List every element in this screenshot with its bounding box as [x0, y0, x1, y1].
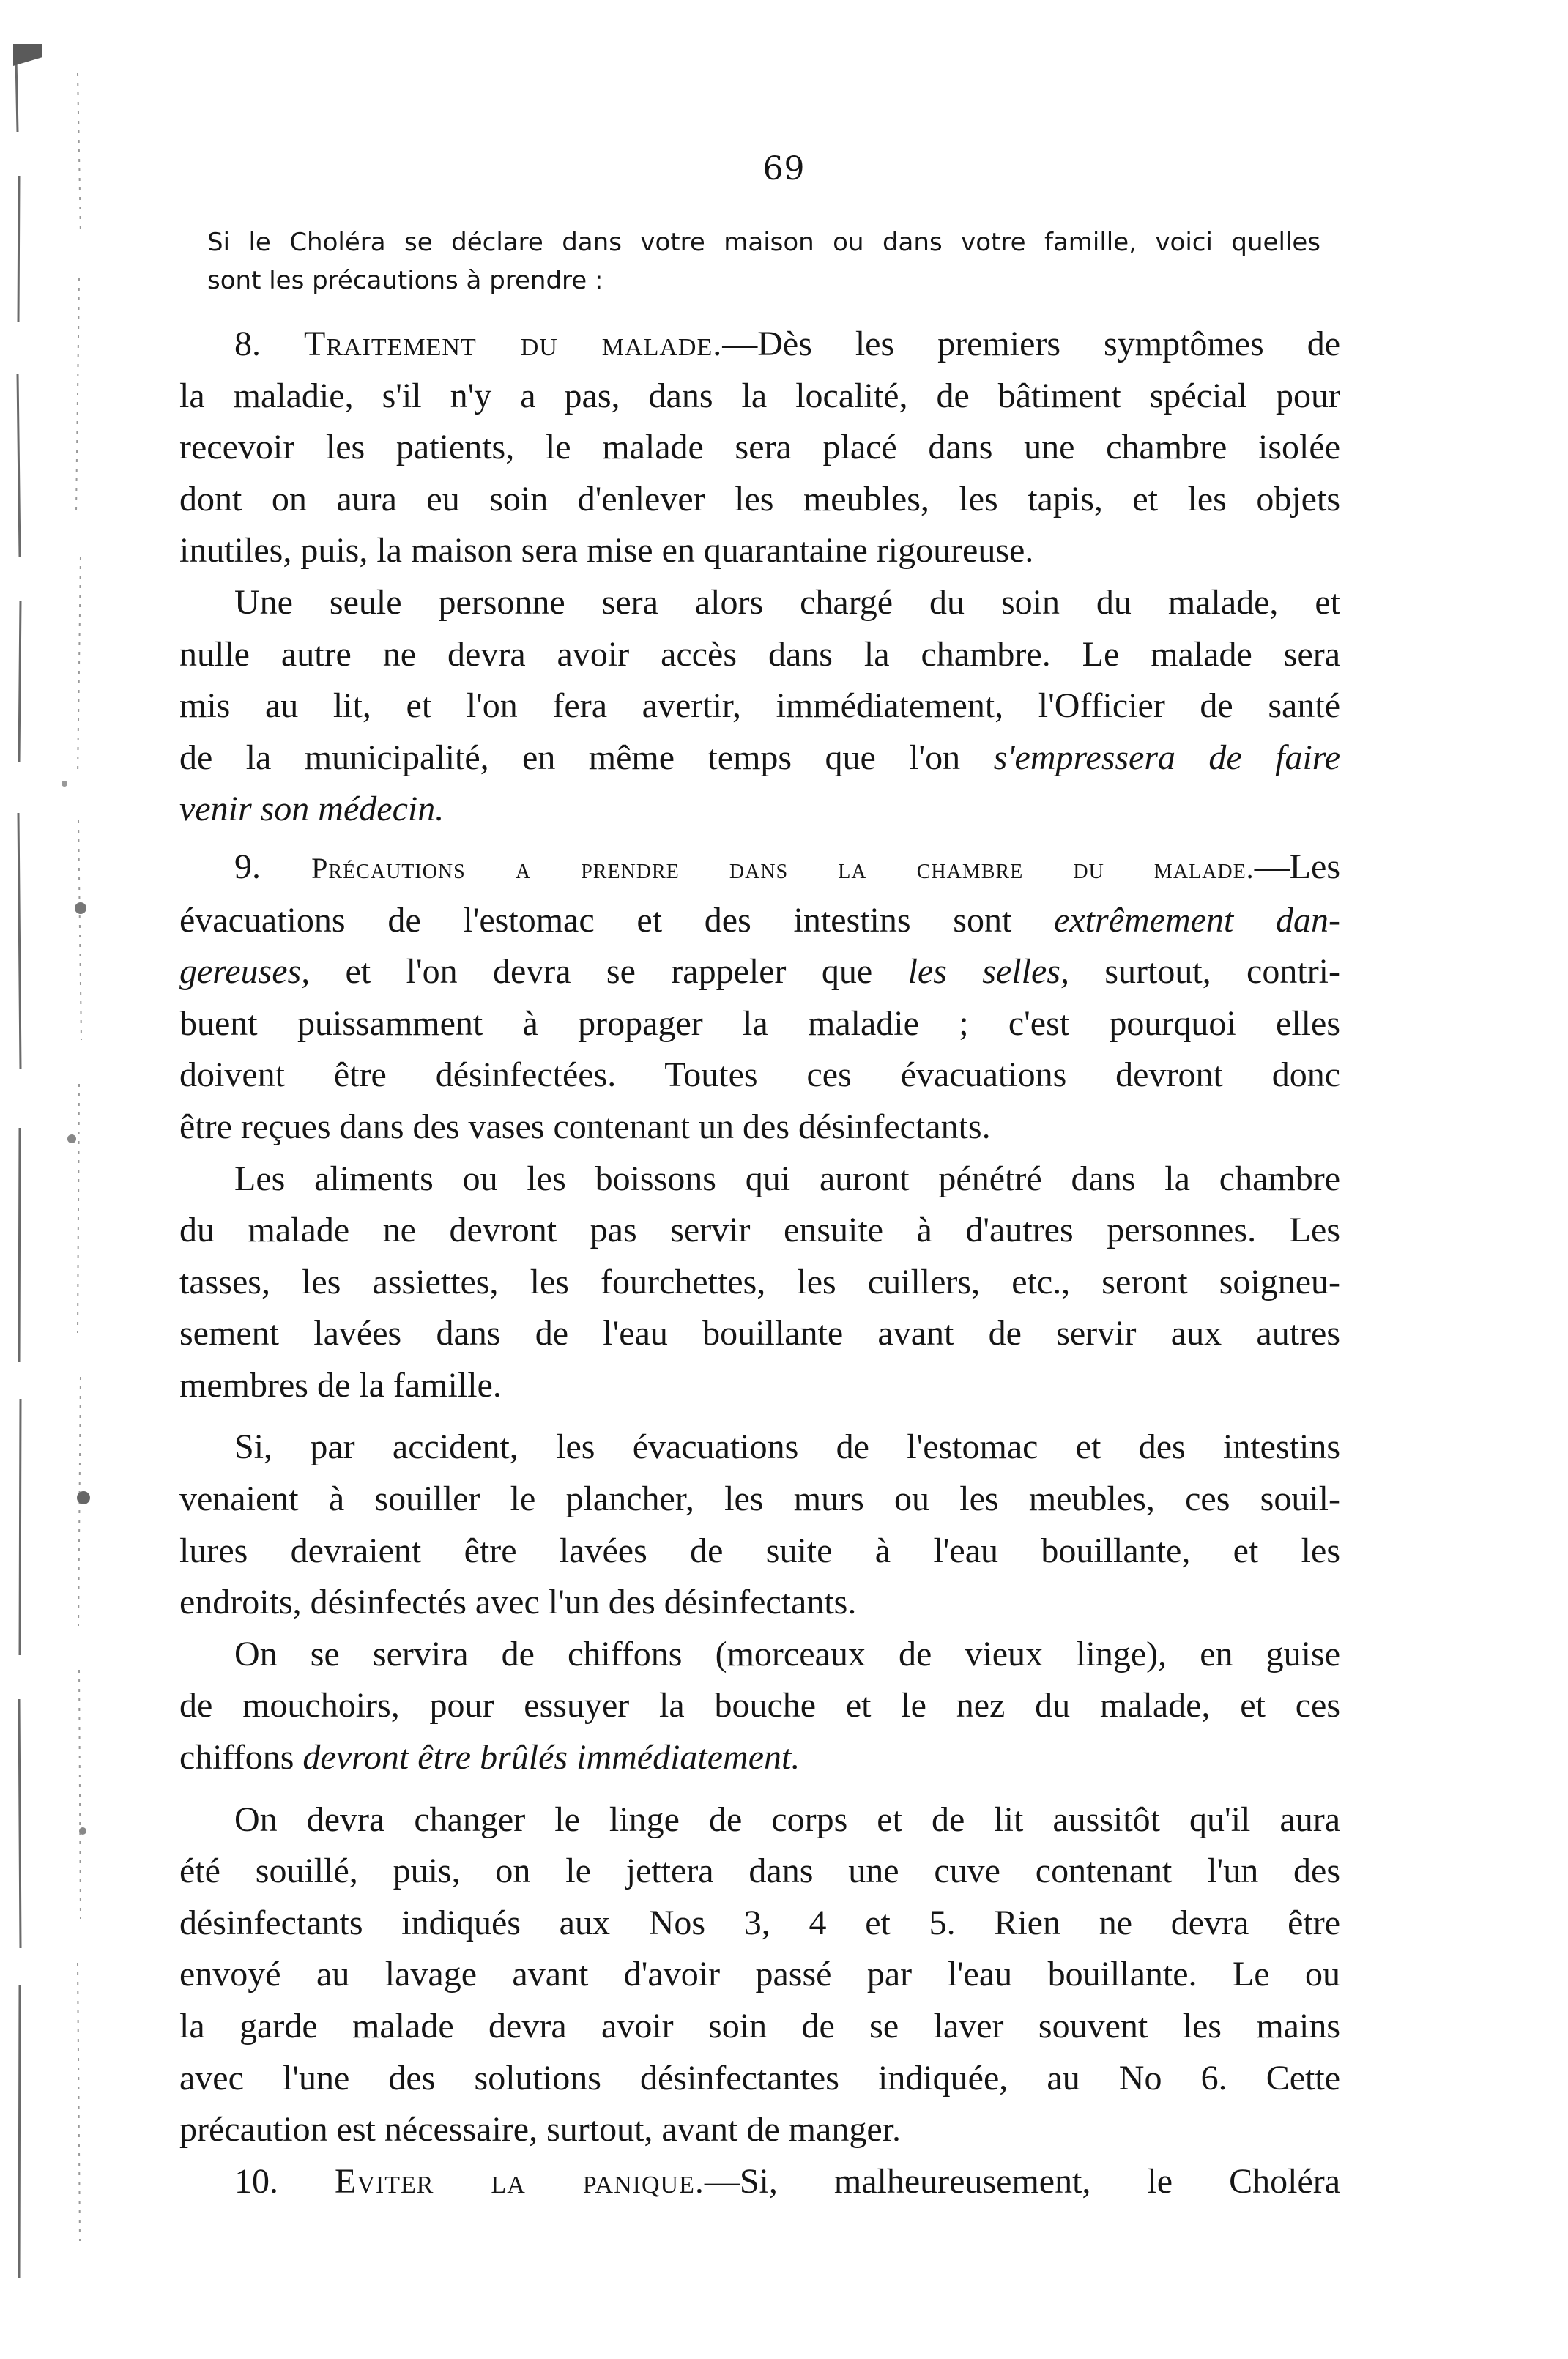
section-8-para2-line-4-text: de la municipalité, en même temps que l'on: [179, 738, 994, 777]
section-9-para3-line-3: lures devraient être lavées de suite à l'eau bouillante, et les: [179, 1531, 1340, 1570]
section-9-line-2: [179, 895, 1340, 947]
section-9-dash: —: [1254, 847, 1290, 886]
section-9-line-3-text-b: surtout, contri-: [1069, 952, 1341, 992]
section-9-para3-line-1: Si, par accident, les évacuations de l'estomac et des intestins: [234, 1427, 1340, 1467]
section-9-number: 9.: [234, 847, 261, 886]
intro-note: [207, 223, 1320, 300]
section-10-heading: Eviter la panique.: [335, 2161, 705, 2201]
section-9-para2-line-5: membres de la famille.: [179, 1365, 502, 1405]
section-9-para5-line-5: la garde malade devra avoir soin de se laver souvent les mains: [179, 2007, 1340, 2046]
section-10-dash: —: [704, 2161, 740, 2201]
page-number: 69: [762, 150, 806, 187]
section-10-number: 10.: [234, 2161, 278, 2201]
section-9-line-3-italic-a: gereuses,: [179, 952, 311, 992]
section-9-line-2-text: évacuations de l'estomac et des intestins sont: [179, 900, 1055, 940]
body-text: [179, 319, 1340, 2207]
section-8-line-1: [179, 319, 1340, 371]
section-9-line-3: [179, 946, 1340, 998]
section-8-number: 8.: [234, 324, 261, 363]
section-9-para2-line-1: Les aliments ou les boissons qui auront pénétré dans la chambre: [234, 1159, 1340, 1198]
section-8-heading: Traitement du malade.: [303, 324, 723, 363]
spacer: [179, 1784, 1340, 1794]
section-8-para2-line-5: [179, 784, 1340, 836]
section-9-para2-line-2: du malade ne devront pas servir ensuite à d'autres personnes. Les: [179, 1211, 1340, 1250]
section-9-para5-line-4: envoyé au lavage avant d'avoir passé par l'eau bouillante. Le ou: [179, 1955, 1340, 1994]
scan-edge-speckle: [13, 44, 101, 2329]
section-9-para4-line-3-italic: devront être brûlés immédiatement.: [302, 1738, 800, 1777]
section-9-line-2-italic: extrêmement dan-: [1054, 900, 1341, 940]
section-9-line-1: [179, 842, 1340, 895]
section-9-para5-line-3: désinfectants indiqués aux Nos 3, 4 et 5. Rien ne devra être: [179, 1903, 1340, 1942]
spacer: [179, 1411, 1340, 1422]
intro-line-2: sont les précautions à prendre :: [207, 266, 603, 295]
section-9-line-5: doivent être désinfectées. Toutes ces évacuations devront donc: [179, 1055, 1340, 1095]
section-8-para2-line-5-italic: venir son médecin.: [179, 790, 445, 829]
section-8-para2-line-4: [179, 732, 1340, 784]
section-8-line-3: recevoir les patients, le malade sera placé dans une chambre isolée: [179, 428, 1340, 467]
section-9-para5-line-1: On devra changer le linge de corps et de lit aussitôt qu'il aura: [234, 1799, 1340, 1839]
section-9-line-4: buent puissamment à propager la maladie ; c'est pourquoi elles: [179, 1003, 1340, 1043]
section-8-dash: —: [722, 324, 758, 363]
section-9-para4-line-2: de mouchoirs, pour essuyer la bouche et le nez du malade, et ces: [179, 1686, 1340, 1725]
section-9-para3-line-2: venaient à souiller le plancher, les murs ou les meubles, ces souil-: [179, 1479, 1340, 1519]
section-9-para5-line-6: avec l'une des solutions désinfectantes indiquée, au No 6. Cette: [179, 2058, 1340, 2098]
spacer: [179, 836, 1340, 842]
section-8-text: Dès les premiers symptômes de: [757, 324, 1341, 363]
section-8-para2-line-3: mis au lit, et l'on fera avertir, immédiatement, l'Officier de santé: [179, 686, 1340, 726]
section-9-line-3-italic-b: les selles,: [907, 952, 1069, 992]
section-9-para3-line-4: endroits, désinfectés avec l'un des désinfectants.: [179, 1583, 857, 1622]
section-8-line-2: la maladie, s'il n'y a pas, dans la localité, de bâtiment spécial pour: [179, 376, 1340, 415]
section-10-text: Si, malheureusement, le Choléra: [739, 2161, 1341, 2201]
section-8-line-5: inutiles, puis, la maison sera mise en quarantaine rigoureuse.: [179, 531, 1034, 571]
section-8-para2-line-2: nulle autre ne devra avoir accès dans la chambre. Le malade sera: [179, 634, 1340, 674]
section-9-para5-line-2: été souillé, puis, on le jettera dans une cuve contenant l'un des: [179, 1851, 1340, 1891]
section-9-para4-line-1: On se servira de chiffons (morceaux de vieux linge), en guise: [234, 1634, 1340, 1673]
section-10-line-1: [179, 2156, 1340, 2208]
section-8-para2-line-1: Une seule personne sera alors chargé du soin du malade, et: [234, 582, 1340, 622]
section-9-heading: Précautions a prendre dans la chambre du malade.: [311, 851, 1255, 885]
section-9-text: Les: [1289, 847, 1340, 886]
section-9-para2-line-4: sement lavées dans de l'eau bouillante avant de servir aux autres: [179, 1314, 1340, 1353]
section-9-line-6: être reçues dans des vases contenant un des désinfectants.: [179, 1107, 991, 1146]
section-9-para4-line-3: [179, 1732, 1340, 1784]
section-9-para2-line-3: tasses, les assiettes, les fourchettes, les cuillers, etc., seront soigneu-: [179, 1262, 1340, 1301]
section-9-line-3-text-a: et l'on devra se rappeler que: [310, 952, 908, 992]
section-8-para2-line-4-italic: s'empressera de faire: [993, 738, 1341, 777]
section-8-line-4: dont on aura eu soin d'enlever les meubles, les tapis, et les objets: [179, 479, 1340, 519]
section-9-para5-line-7: précaution est nécessaire, surtout, avant de manger.: [179, 2110, 901, 2150]
section-9-para4-line-3-text: chiffons: [179, 1738, 303, 1777]
intro-line-1: Si le Choléra se déclare dans votre maison ou dans votre famille, voici quelles: [207, 228, 1320, 257]
